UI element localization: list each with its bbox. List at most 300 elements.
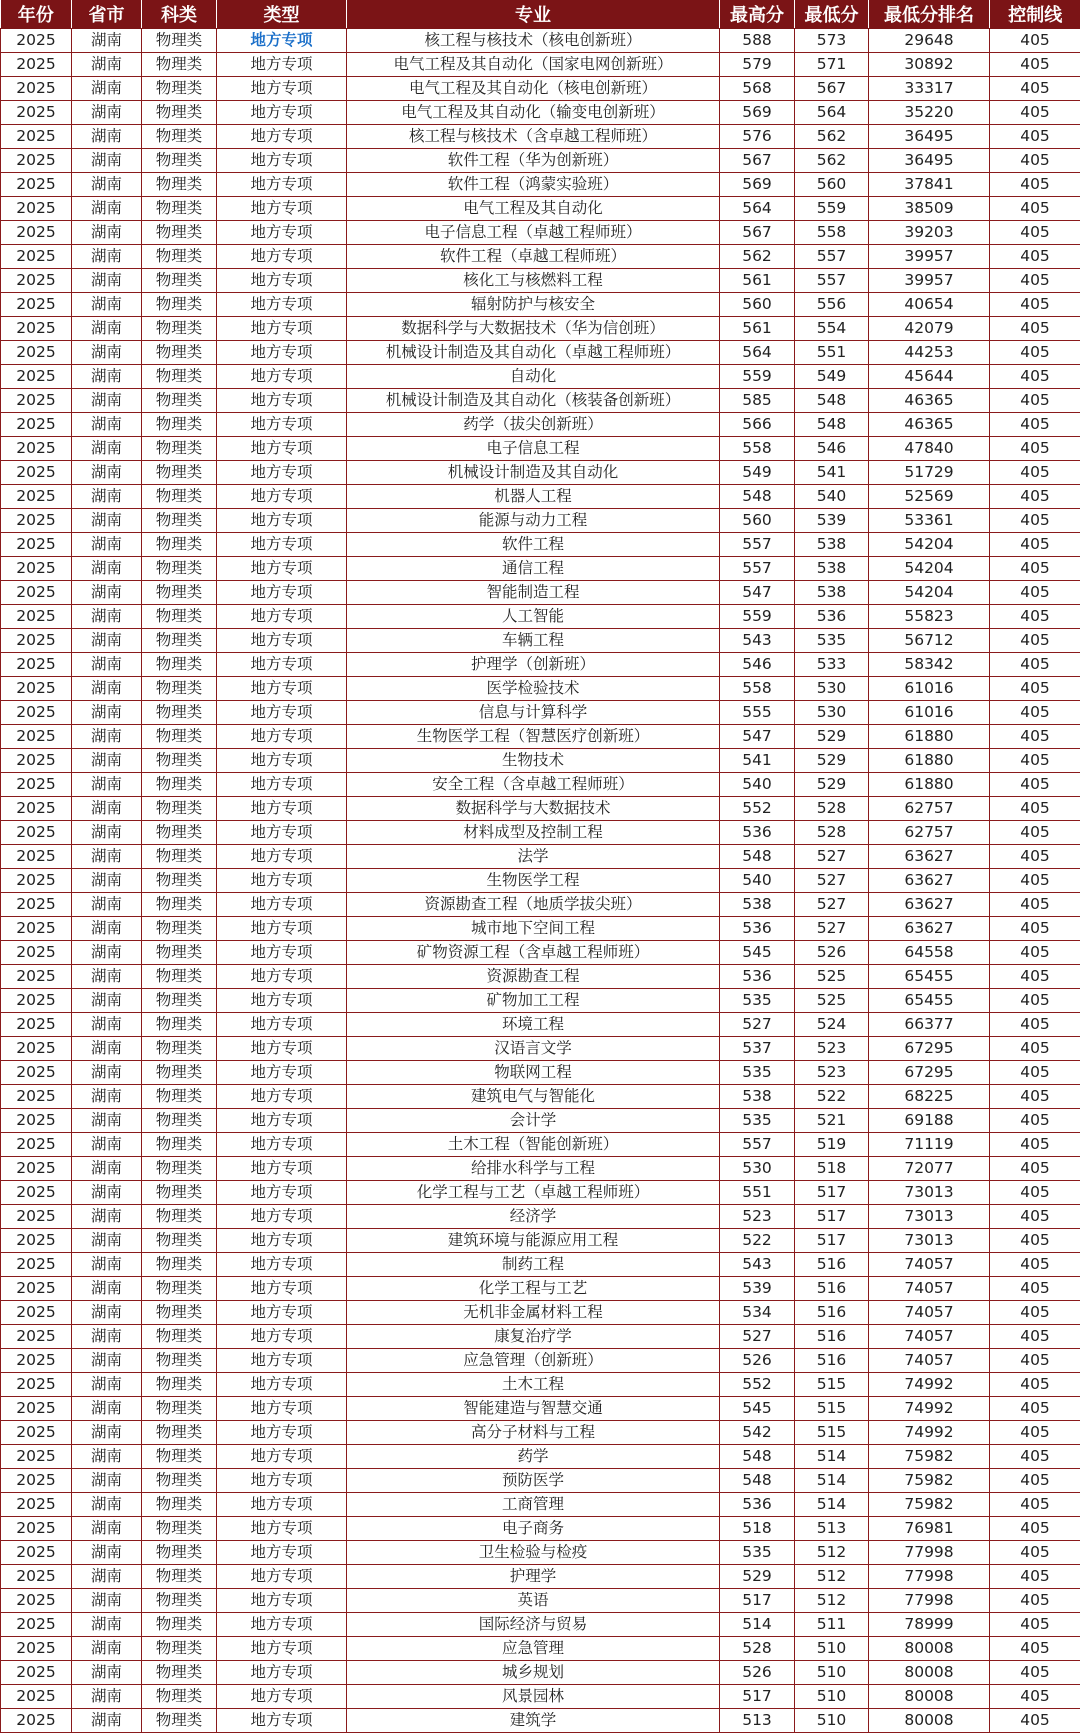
cell-year: 2025 <box>1 941 72 965</box>
cell-min-rank: 74992 <box>869 1397 990 1421</box>
cell-subject: 物理类 <box>142 917 217 941</box>
cell-min-score: 536 <box>795 605 869 629</box>
cell-min-rank: 35220 <box>869 101 990 125</box>
cell-major: 人工智能 <box>347 605 720 629</box>
cell-subject: 物理类 <box>142 845 217 869</box>
cell-year: 2025 <box>1 965 72 989</box>
cell-type: 地方专项 <box>217 701 347 725</box>
cell-control-line: 405 <box>990 1565 1080 1589</box>
table-row <box>1 1181 1080 1205</box>
cell-control-line: 405 <box>990 101 1080 125</box>
table-row <box>1 1709 1080 1733</box>
table-row <box>1 245 1080 269</box>
cell-max-score: 547 <box>720 581 795 605</box>
cell-subject: 物理类 <box>142 1349 217 1373</box>
cell-type: 地方专项 <box>217 1301 347 1325</box>
cell-subject: 物理类 <box>142 101 217 125</box>
cell-major: 建筑学 <box>347 1709 720 1733</box>
cell-max-score: 517 <box>720 1685 795 1709</box>
table-row <box>1 1061 1080 1085</box>
cell-province: 湖南 <box>72 413 142 437</box>
cell-province: 湖南 <box>72 749 142 773</box>
cell-max-score: 540 <box>720 773 795 797</box>
cell-control-line: 405 <box>990 941 1080 965</box>
table-row <box>1 965 1080 989</box>
cell-province: 湖南 <box>72 629 142 653</box>
cell-max-score: 514 <box>720 1613 795 1637</box>
cell-control-line: 405 <box>990 173 1080 197</box>
cell-control-line: 405 <box>990 293 1080 317</box>
cell-province: 湖南 <box>72 1229 142 1253</box>
cell-year: 2025 <box>1 845 72 869</box>
cell-type: 地方专项 <box>217 293 347 317</box>
header-row <box>1 0 1080 29</box>
cell-min-score: 558 <box>795 221 869 245</box>
cell-subject: 物理类 <box>142 245 217 269</box>
table-header <box>1 0 1080 29</box>
cell-control-line: 405 <box>990 269 1080 293</box>
cell-year: 2025 <box>1 677 72 701</box>
cell-subject: 物理类 <box>142 653 217 677</box>
cell-province: 湖南 <box>72 149 142 173</box>
cell-type: 地方专项 <box>217 1109 347 1133</box>
cell-year: 2025 <box>1 773 72 797</box>
cell-province: 湖南 <box>72 869 142 893</box>
cell-major: 应急管理（创新班） <box>347 1349 720 1373</box>
cell-subject: 物理类 <box>142 1421 217 1445</box>
cell-major: 软件工程（卓越工程师班） <box>347 245 720 269</box>
cell-province: 湖南 <box>72 245 142 269</box>
cell-type: 地方专项 <box>217 341 347 365</box>
cell-min-rank: 75982 <box>869 1493 990 1517</box>
cell-control-line: 405 <box>990 821 1080 845</box>
cell-major: 卫生检验与检疫 <box>347 1541 720 1565</box>
cell-control-line: 405 <box>990 725 1080 749</box>
cell-province: 湖南 <box>72 461 142 485</box>
cell-type: 地方专项 <box>217 869 347 893</box>
cell-province: 湖南 <box>72 1613 142 1637</box>
cell-min-score: 530 <box>795 701 869 725</box>
cell-subject: 物理类 <box>142 77 217 101</box>
cell-year: 2025 <box>1 1373 72 1397</box>
cell-type: 地方专项 <box>217 1205 347 1229</box>
cell-subject: 物理类 <box>142 1589 217 1613</box>
cell-year: 2025 <box>1 1349 72 1373</box>
table-row <box>1 1661 1080 1685</box>
table-row <box>1 1013 1080 1037</box>
cell-year: 2025 <box>1 461 72 485</box>
cell-province: 湖南 <box>72 581 142 605</box>
cell-control-line: 405 <box>990 749 1080 773</box>
cell-min-score: 525 <box>795 965 869 989</box>
cell-type: 地方专项 <box>217 29 347 53</box>
cell-control-line: 405 <box>990 557 1080 581</box>
table-row <box>1 437 1080 461</box>
cell-year: 2025 <box>1 53 72 77</box>
cell-min-score: 560 <box>795 173 869 197</box>
cell-major: 建筑环境与能源应用工程 <box>347 1229 720 1253</box>
table-row <box>1 149 1080 173</box>
cell-year: 2025 <box>1 1205 72 1229</box>
cell-max-score: 567 <box>720 149 795 173</box>
table-row <box>1 821 1080 845</box>
cell-min-rank: 64558 <box>869 941 990 965</box>
cell-min-rank: 66377 <box>869 1013 990 1037</box>
cell-control-line: 405 <box>990 1397 1080 1421</box>
table-row <box>1 629 1080 653</box>
cell-province: 湖南 <box>72 1469 142 1493</box>
cell-major: 建筑电气与智能化 <box>347 1085 720 1109</box>
cell-max-score: 552 <box>720 797 795 821</box>
table-row <box>1 1493 1080 1517</box>
cell-province: 湖南 <box>72 1445 142 1469</box>
cell-subject: 物理类 <box>142 989 217 1013</box>
cell-year: 2025 <box>1 533 72 557</box>
cell-min-score: 523 <box>795 1061 869 1085</box>
cell-control-line: 405 <box>990 29 1080 53</box>
cell-min-score: 514 <box>795 1469 869 1493</box>
table-row <box>1 557 1080 581</box>
cell-subject: 物理类 <box>142 1493 217 1517</box>
cell-max-score: 534 <box>720 1301 795 1325</box>
cell-major: 预防医学 <box>347 1469 720 1493</box>
cell-type: 地方专项 <box>217 1685 347 1709</box>
cell-min-rank: 51729 <box>869 461 990 485</box>
cell-control-line: 405 <box>990 701 1080 725</box>
cell-subject: 物理类 <box>142 725 217 749</box>
cell-max-score: 548 <box>720 485 795 509</box>
cell-type: 地方专项 <box>217 989 347 1013</box>
cell-max-score: 564 <box>720 341 795 365</box>
cell-subject: 物理类 <box>142 197 217 221</box>
cell-control-line: 405 <box>990 245 1080 269</box>
cell-year: 2025 <box>1 749 72 773</box>
cell-subject: 物理类 <box>142 437 217 461</box>
cell-min-score: 517 <box>795 1181 869 1205</box>
cell-min-rank: 65455 <box>869 989 990 1013</box>
cell-min-rank: 71119 <box>869 1133 990 1157</box>
table-row <box>1 461 1080 485</box>
cell-year: 2025 <box>1 293 72 317</box>
cell-province: 湖南 <box>72 221 142 245</box>
cell-subject: 物理类 <box>142 461 217 485</box>
cell-province: 湖南 <box>72 557 142 581</box>
cell-min-score: 528 <box>795 821 869 845</box>
cell-control-line: 405 <box>990 461 1080 485</box>
table-row <box>1 1037 1080 1061</box>
cell-major: 生物医学工程（智慧医疗创新班） <box>347 725 720 749</box>
cell-type: 地方专项 <box>217 1469 347 1493</box>
cell-province: 湖南 <box>72 1493 142 1517</box>
cell-min-rank: 74057 <box>869 1277 990 1301</box>
cell-province: 湖南 <box>72 1517 142 1541</box>
cell-major: 能源与动力工程 <box>347 509 720 533</box>
cell-max-score: 585 <box>720 389 795 413</box>
cell-control-line: 405 <box>990 1301 1080 1325</box>
cell-min-score: 527 <box>795 893 869 917</box>
cell-type: 地方专项 <box>217 1445 347 1469</box>
cell-subject: 物理类 <box>142 29 217 53</box>
cell-min-score: 526 <box>795 941 869 965</box>
cell-province: 湖南 <box>72 173 142 197</box>
table-row <box>1 1229 1080 1253</box>
cell-year: 2025 <box>1 605 72 629</box>
cell-max-score: 546 <box>720 653 795 677</box>
table-row <box>1 917 1080 941</box>
cell-min-rank: 36495 <box>869 149 990 173</box>
cell-year: 2025 <box>1 173 72 197</box>
cell-min-rank: 54204 <box>869 557 990 581</box>
cell-control-line: 405 <box>990 1157 1080 1181</box>
cell-subject: 物理类 <box>142 1325 217 1349</box>
table-row <box>1 1565 1080 1589</box>
table-row <box>1 941 1080 965</box>
table-row <box>1 509 1080 533</box>
table-row <box>1 485 1080 509</box>
cell-year: 2025 <box>1 989 72 1013</box>
cell-max-score: 536 <box>720 965 795 989</box>
cell-min-score: 540 <box>795 485 869 509</box>
cell-max-score: 545 <box>720 1397 795 1421</box>
cell-min-rank: 80008 <box>869 1685 990 1709</box>
cell-type: 地方专项 <box>217 1541 347 1565</box>
cell-min-rank: 40654 <box>869 293 990 317</box>
cell-min-rank: 39957 <box>869 269 990 293</box>
cell-max-score: 535 <box>720 989 795 1013</box>
cell-min-score: 562 <box>795 125 869 149</box>
cell-year: 2025 <box>1 1133 72 1157</box>
cell-min-score: 548 <box>795 389 869 413</box>
table-row <box>1 1205 1080 1229</box>
cell-max-score: 568 <box>720 77 795 101</box>
cell-subject: 物理类 <box>142 1277 217 1301</box>
cell-year: 2025 <box>1 413 72 437</box>
cell-control-line: 405 <box>990 1181 1080 1205</box>
cell-min-score: 516 <box>795 1253 869 1277</box>
cell-max-score: 536 <box>720 917 795 941</box>
cell-min-rank: 61016 <box>869 677 990 701</box>
cell-major: 车辆工程 <box>347 629 720 653</box>
cell-province: 湖南 <box>72 1661 142 1685</box>
cell-province: 湖南 <box>72 269 142 293</box>
cell-province: 湖南 <box>72 1421 142 1445</box>
cell-subject: 物理类 <box>142 1085 217 1109</box>
cell-major: 环境工程 <box>347 1013 720 1037</box>
cell-min-rank: 72077 <box>869 1157 990 1181</box>
cell-province: 湖南 <box>72 365 142 389</box>
header-min-rank: 最低分排名 <box>869 0 990 29</box>
cell-min-rank: 78999 <box>869 1613 990 1637</box>
cell-control-line: 405 <box>990 509 1080 533</box>
cell-min-rank: 55823 <box>869 605 990 629</box>
cell-major: 给排水科学与工程 <box>347 1157 720 1181</box>
cell-max-score: 561 <box>720 269 795 293</box>
cell-province: 湖南 <box>72 965 142 989</box>
cell-province: 湖南 <box>72 1349 142 1373</box>
cell-max-score: 543 <box>720 629 795 653</box>
cell-major: 物联网工程 <box>347 1061 720 1085</box>
cell-year: 2025 <box>1 29 72 53</box>
cell-type: 地方专项 <box>217 1253 347 1277</box>
cell-control-line: 405 <box>990 341 1080 365</box>
cell-control-line: 405 <box>990 149 1080 173</box>
cell-province: 湖南 <box>72 341 142 365</box>
cell-year: 2025 <box>1 557 72 581</box>
cell-subject: 物理类 <box>142 773 217 797</box>
table-row <box>1 101 1080 125</box>
cell-province: 湖南 <box>72 53 142 77</box>
cell-control-line: 405 <box>990 221 1080 245</box>
cell-max-score: 548 <box>720 845 795 869</box>
cell-subject: 物理类 <box>142 1157 217 1181</box>
table-row <box>1 677 1080 701</box>
table-row <box>1 341 1080 365</box>
cell-subject: 物理类 <box>142 1013 217 1037</box>
cell-year: 2025 <box>1 1325 72 1349</box>
cell-min-score: 521 <box>795 1109 869 1133</box>
cell-min-score: 516 <box>795 1277 869 1301</box>
cell-province: 湖南 <box>72 1397 142 1421</box>
cell-major: 软件工程（华为创新班） <box>347 149 720 173</box>
cell-control-line: 405 <box>990 197 1080 221</box>
cell-min-score: 515 <box>795 1373 869 1397</box>
cell-control-line: 405 <box>990 1061 1080 1085</box>
cell-max-score: 549 <box>720 461 795 485</box>
cell-max-score: 523 <box>720 1205 795 1229</box>
cell-subject: 物理类 <box>142 317 217 341</box>
cell-max-score: 557 <box>720 533 795 557</box>
cell-type: 地方专项 <box>217 77 347 101</box>
cell-max-score: 543 <box>720 1253 795 1277</box>
cell-subject: 物理类 <box>142 1133 217 1157</box>
cell-year: 2025 <box>1 101 72 125</box>
cell-subject: 物理类 <box>142 893 217 917</box>
cell-subject: 物理类 <box>142 1637 217 1661</box>
table-row <box>1 1541 1080 1565</box>
cell-min-rank: 61880 <box>869 725 990 749</box>
cell-control-line: 405 <box>990 365 1080 389</box>
table-row <box>1 1109 1080 1133</box>
cell-min-score: 527 <box>795 869 869 893</box>
table-row <box>1 773 1080 797</box>
cell-max-score: 522 <box>720 1229 795 1253</box>
cell-type: 地方专项 <box>217 1637 347 1661</box>
cell-type: 地方专项 <box>217 773 347 797</box>
cell-control-line: 405 <box>990 1325 1080 1349</box>
table-row <box>1 533 1080 557</box>
table-row <box>1 1397 1080 1421</box>
cell-year: 2025 <box>1 1445 72 1469</box>
cell-subject: 物理类 <box>142 173 217 197</box>
cell-major: 生物技术 <box>347 749 720 773</box>
cell-major: 城乡规划 <box>347 1661 720 1685</box>
cell-type: 地方专项 <box>217 389 347 413</box>
cell-control-line: 405 <box>990 77 1080 101</box>
cell-min-score: 516 <box>795 1349 869 1373</box>
cell-province: 湖南 <box>72 509 142 533</box>
cell-major: 药学（拔尖创新班） <box>347 413 720 437</box>
cell-province: 湖南 <box>72 1061 142 1085</box>
cell-max-score: 551 <box>720 1181 795 1205</box>
cell-type: 地方专项 <box>217 53 347 77</box>
table-row <box>1 221 1080 245</box>
cell-min-score: 530 <box>795 677 869 701</box>
cell-max-score: 569 <box>720 173 795 197</box>
cell-subject: 物理类 <box>142 1061 217 1085</box>
cell-min-rank: 54204 <box>869 533 990 557</box>
cell-control-line: 405 <box>990 437 1080 461</box>
cell-control-line: 405 <box>990 965 1080 989</box>
cell-year: 2025 <box>1 1541 72 1565</box>
cell-type: 地方专项 <box>217 101 347 125</box>
cell-year: 2025 <box>1 365 72 389</box>
table-body <box>1 29 1080 1733</box>
cell-min-rank: 54204 <box>869 581 990 605</box>
cell-control-line: 405 <box>990 485 1080 509</box>
cell-year: 2025 <box>1 77 72 101</box>
cell-min-rank: 46365 <box>869 413 990 437</box>
cell-subject: 物理类 <box>142 269 217 293</box>
cell-max-score: 541 <box>720 749 795 773</box>
cell-year: 2025 <box>1 653 72 677</box>
cell-min-score: 559 <box>795 197 869 221</box>
cell-province: 湖南 <box>72 1709 142 1733</box>
header-subject: 科类 <box>142 0 217 29</box>
cell-subject: 物理类 <box>142 413 217 437</box>
cell-province: 湖南 <box>72 797 142 821</box>
cell-control-line: 405 <box>990 893 1080 917</box>
cell-major: 工商管理 <box>347 1493 720 1517</box>
cell-major: 智能制造工程 <box>347 581 720 605</box>
cell-year: 2025 <box>1 893 72 917</box>
cell-max-score: 576 <box>720 125 795 149</box>
cell-max-score: 558 <box>720 437 795 461</box>
cell-province: 湖南 <box>72 1205 142 1229</box>
cell-subject: 物理类 <box>142 1373 217 1397</box>
cell-major: 医学检验技术 <box>347 677 720 701</box>
cell-min-score: 548 <box>795 413 869 437</box>
cell-major: 电气工程及其自动化 <box>347 197 720 221</box>
cell-min-rank: 36495 <box>869 125 990 149</box>
cell-type: 地方专项 <box>217 1661 347 1685</box>
cell-year: 2025 <box>1 869 72 893</box>
table-row <box>1 797 1080 821</box>
cell-max-score: 567 <box>720 221 795 245</box>
cell-major: 护理学 <box>347 1565 720 1589</box>
cell-major: 无机非金属材料工程 <box>347 1301 720 1325</box>
cell-type: 地方专项 <box>217 1613 347 1637</box>
cell-subject: 物理类 <box>142 1469 217 1493</box>
cell-control-line: 405 <box>990 413 1080 437</box>
cell-min-rank: 80008 <box>869 1637 990 1661</box>
cell-province: 湖南 <box>72 101 142 125</box>
cell-min-score: 524 <box>795 1013 869 1037</box>
cell-min-score: 567 <box>795 77 869 101</box>
cell-type: 地方专项 <box>217 1133 347 1157</box>
cell-control-line: 405 <box>990 1517 1080 1541</box>
cell-min-score: 515 <box>795 1397 869 1421</box>
cell-year: 2025 <box>1 1229 72 1253</box>
cell-province: 湖南 <box>72 317 142 341</box>
cell-type: 地方专项 <box>217 653 347 677</box>
cell-subject: 物理类 <box>142 749 217 773</box>
cell-subject: 物理类 <box>142 941 217 965</box>
cell-year: 2025 <box>1 1061 72 1085</box>
cell-min-rank: 33317 <box>869 77 990 101</box>
cell-control-line: 405 <box>990 1109 1080 1133</box>
cell-subject: 物理类 <box>142 1661 217 1685</box>
table-row <box>1 389 1080 413</box>
